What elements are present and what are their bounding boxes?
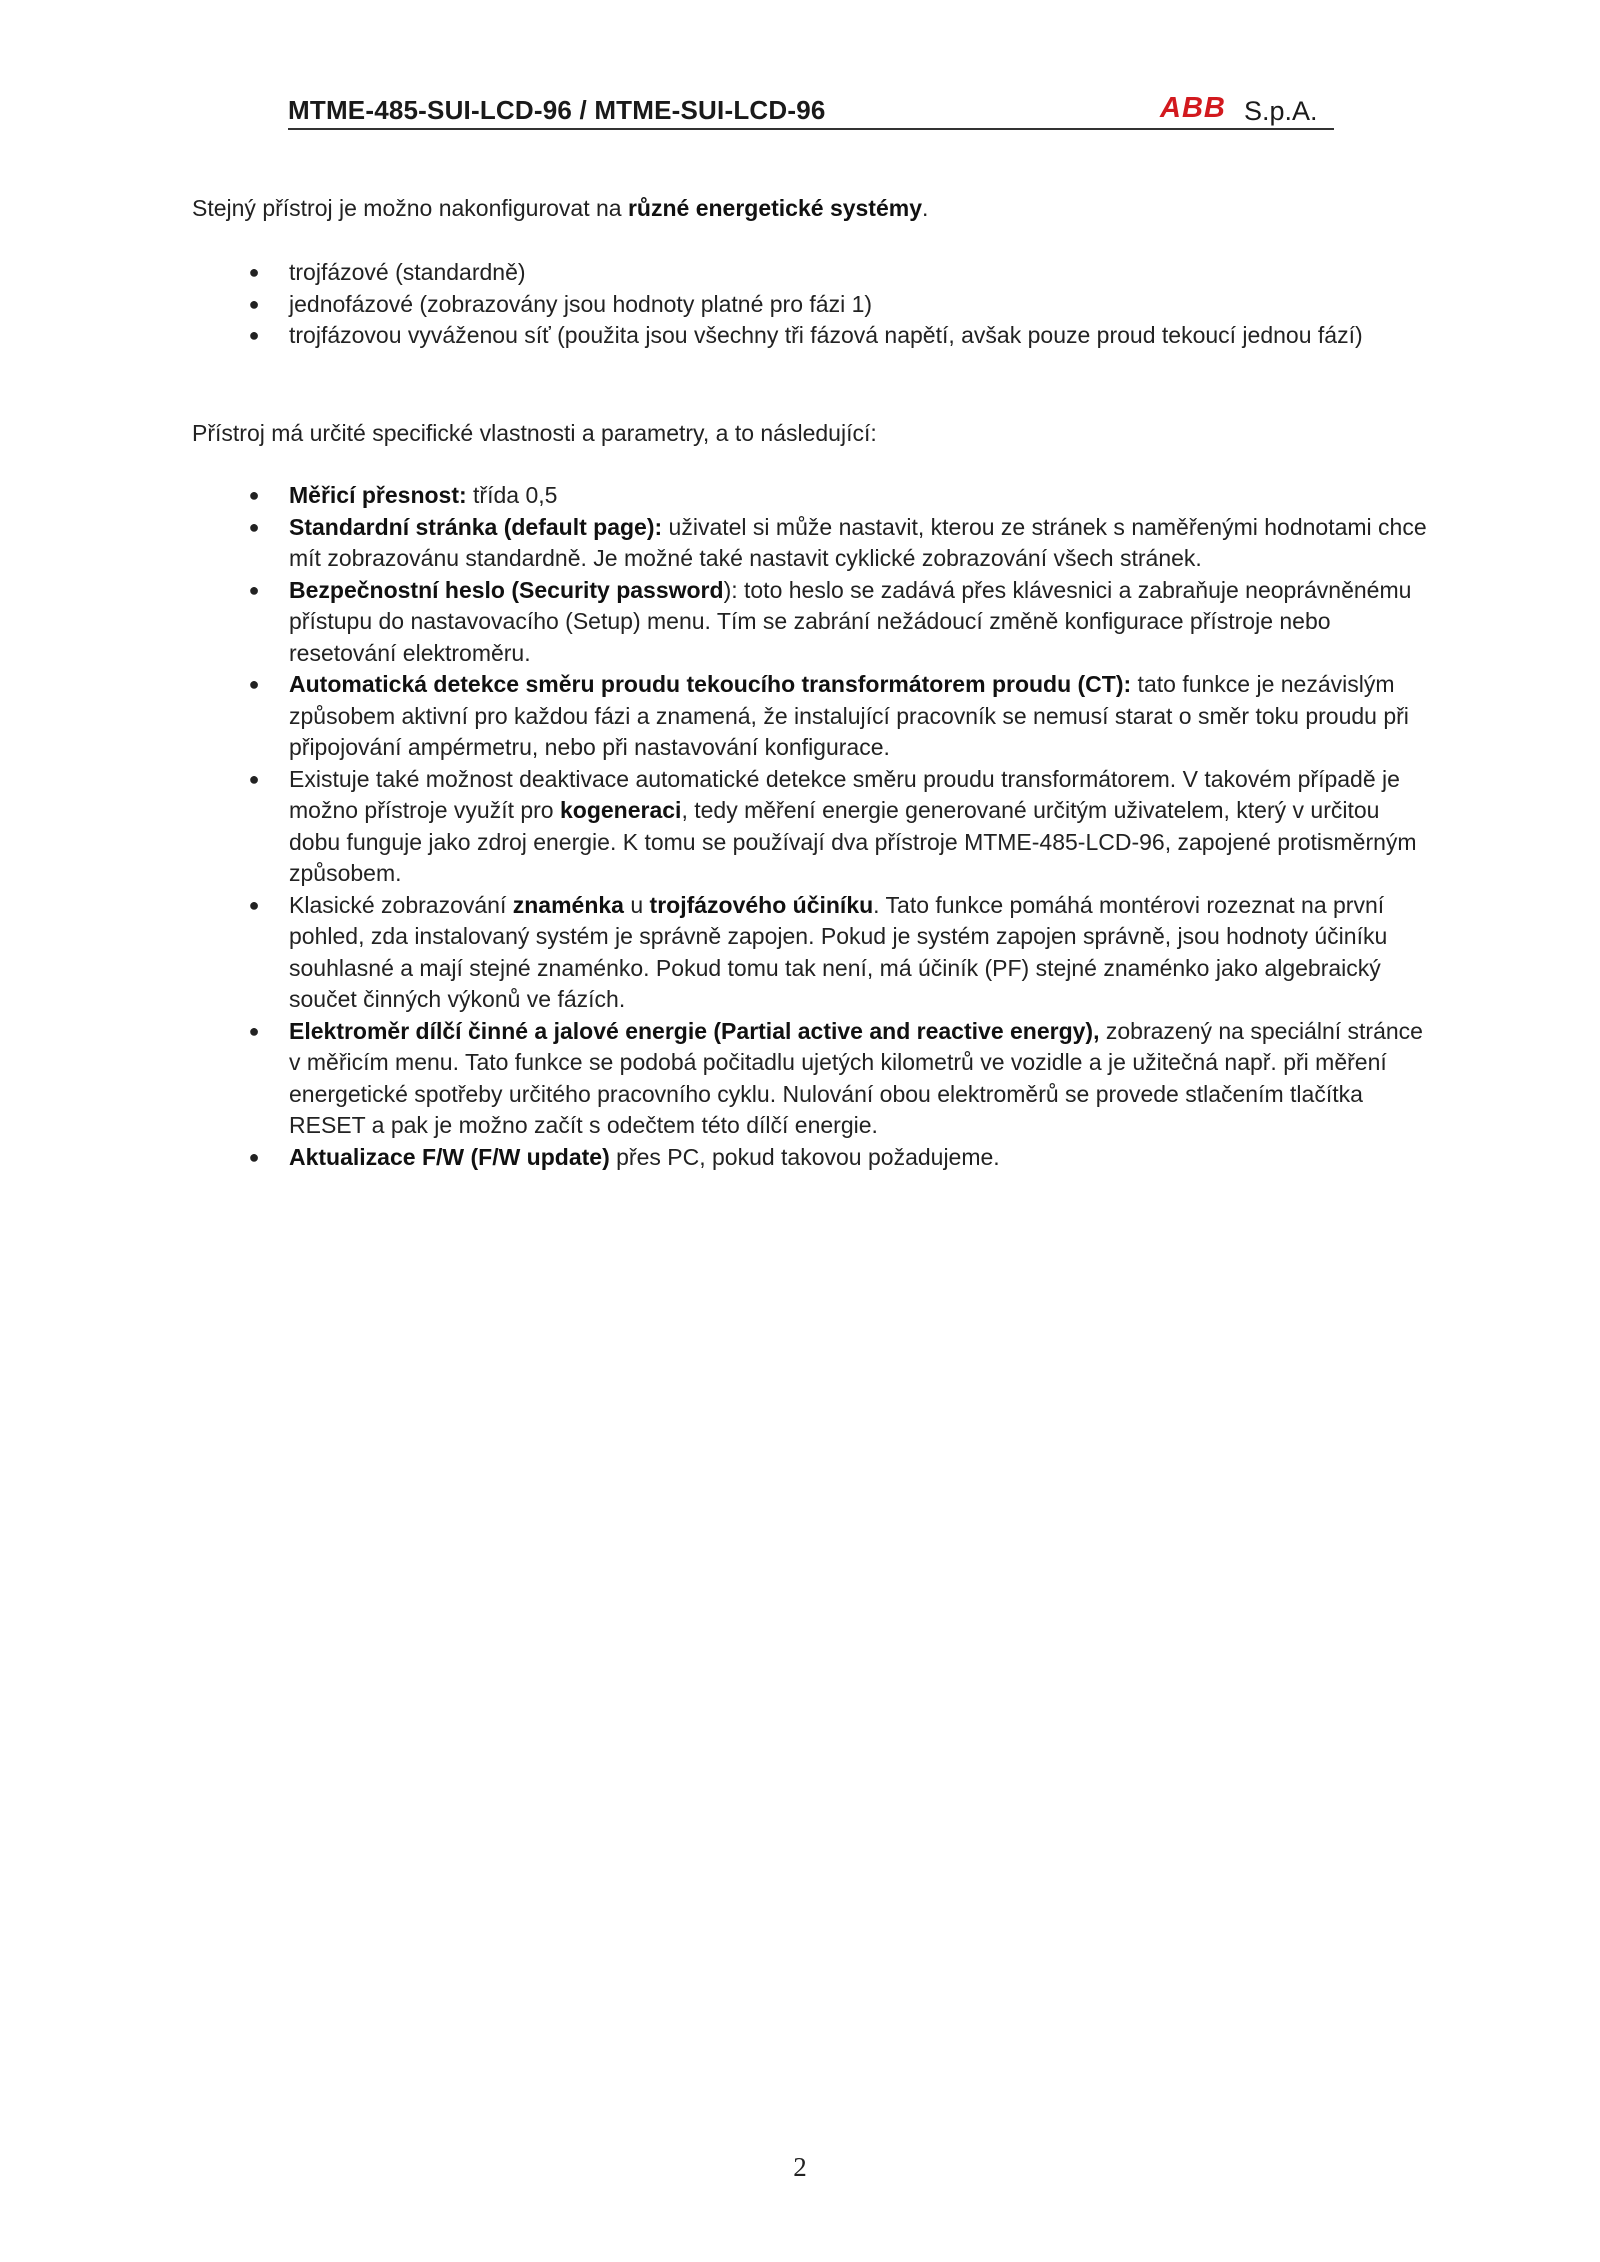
bullet-icon: ●	[248, 579, 260, 600]
bullet-icon: ●	[248, 262, 260, 282]
list-item	[192, 575, 1432, 670]
feature-text: . Tato funkce pomáhá montérovi rozeznat na první pohled, zda instalovaný systém je správně zapojen. Pokud je systém zapojen správně, jsou hodnoty účiníku souhlasné a mají stejné znaménko. Pokud tomu tak není, má účiník (PF) stejné znaménko jako algebraický součet činných výkonů ve fázích.	[289, 891, 1388, 1012]
feature-text: Existuje také možnost deaktivace automatické detekce směru proudu transformátorem. V takovém případě je možno přístroje využít pro	[289, 765, 1400, 823]
feature-title: Bezpečnostní heslo (Security password	[289, 576, 724, 603]
feature-title: Elektroměr dílčí činné a jalové energie (Partial active and reactive energy),	[289, 1017, 1100, 1044]
feature-title: Automatická detekce směru proudu tekoucího transformátorem proudu (CT):	[289, 671, 1132, 697]
feature-bold: kogeneraci	[560, 797, 682, 823]
system-item: trojfázové (standardně)	[289, 259, 526, 285]
feature-text: u	[623, 891, 650, 918]
intro-paragraph	[192, 193, 1432, 225]
systems-list	[192, 257, 1432, 352]
feature-title: Standardní stránka (default page):	[289, 513, 663, 540]
feature-text: uživatel si může nastavit, kterou ze stránek s naměřenými hodnotami chce mít zobrazovánu standardně. Je možné také nastavit cyklické zobrazování všech stránek.	[289, 513, 1427, 571]
bullet-icon: ●	[248, 485, 260, 505]
feature-text: Klasické zobrazování	[289, 891, 513, 918]
feature-bold: trojfázového účiníku	[649, 891, 874, 918]
bullet-icon: ●	[248, 1146, 260, 1167]
intro-text: Stejný přístroj je možno nakonfigurovat na	[192, 195, 628, 221]
bullet-icon: ●	[248, 516, 260, 537]
list-item	[192, 1016, 1432, 1142]
bullet-icon: ●	[248, 1020, 260, 1041]
system-item: trojfázovou vyváženou síť (použita jsou všechny tři fázová napětí, avšak pouze proud tekoucí jednou fází)	[289, 322, 1363, 348]
list-item	[192, 512, 1432, 575]
features-intro: Přístroj má určité specifické vlastnosti a parametry, a to následující:	[192, 420, 877, 446]
feature-title: Aktualizace F/W (F/W update)	[289, 1143, 610, 1170]
feature-bold: znaménka	[512, 891, 624, 918]
system-item: jednofázové (zobrazovány jsou hodnoty platné pro fázi 1)	[289, 290, 873, 317]
list-item	[192, 480, 1432, 512]
list-item	[192, 1142, 1432, 1174]
feature-title: Měřicí přesnost:	[289, 482, 467, 508]
features-list	[192, 480, 1432, 1173]
feature-text: přes PC, pokud takovou požadujeme.	[609, 1143, 1000, 1170]
list-item	[192, 320, 1432, 352]
header-divider	[288, 128, 1334, 130]
list-item	[192, 890, 1432, 1016]
abb-logo: ABB	[1160, 92, 1226, 124]
bullet-icon: ●	[248, 894, 260, 915]
bullet-icon: ●	[248, 674, 260, 694]
feature-text: ): toto heslo se zadává přes klávesnici a zabraňuje neoprávněnému přístupu do nastavovacího (Setup) menu. Tím se zabrání nežádoucí změně konfigurace přístroje nebo resetování elektroměru.	[289, 576, 1412, 666]
bullet-icon: ●	[248, 768, 260, 789]
feature-text: třída 0,5	[466, 482, 558, 508]
list-item	[192, 669, 1432, 764]
intro-bold: různé energetické systémy	[627, 195, 923, 221]
list-item	[192, 289, 1432, 321]
list-item	[192, 764, 1432, 890]
feature-text: zobrazený na speciální stránce v měřicím menu. Tato funkce se podobá počitadlu ujetých kilometrů ve vozidle a je užitečná např. při měření energetické spotřeby určitého pracovního cyklu. Nulování obou elektroměrů se provede stlačením tlačítka RESET a pak je možno začít s odečtem této dílčí energie.	[289, 1017, 1423, 1138]
list-item	[192, 257, 1432, 289]
intro-end: .	[922, 195, 929, 221]
feature-text: tato funkce je nezávislým způsobem aktivní pro každou fázi a znamená, že instalující pracovník se nemusí starat o směr toku proudu při připojování ampérmetru, nebo při nastavování konfigurace.	[289, 671, 1409, 760]
bullet-icon: ●	[248, 325, 260, 345]
header-title: MTME-485-SUI-LCD-96 / MTME-SUI-LCD-96	[288, 95, 826, 125]
bullet-icon: ●	[248, 293, 260, 314]
header-company-suffix: S.p.A.	[1244, 96, 1318, 126]
feature-text: , tedy měření energie generované určitým uživatelem, který v určitou dobu funguje jako zdroj energie. K tomu se používají dva přístroje MTME-485-LCD-96, zapojené protisměrným způsobem.	[289, 797, 1417, 886]
page-number: 2	[793, 2152, 807, 2182]
